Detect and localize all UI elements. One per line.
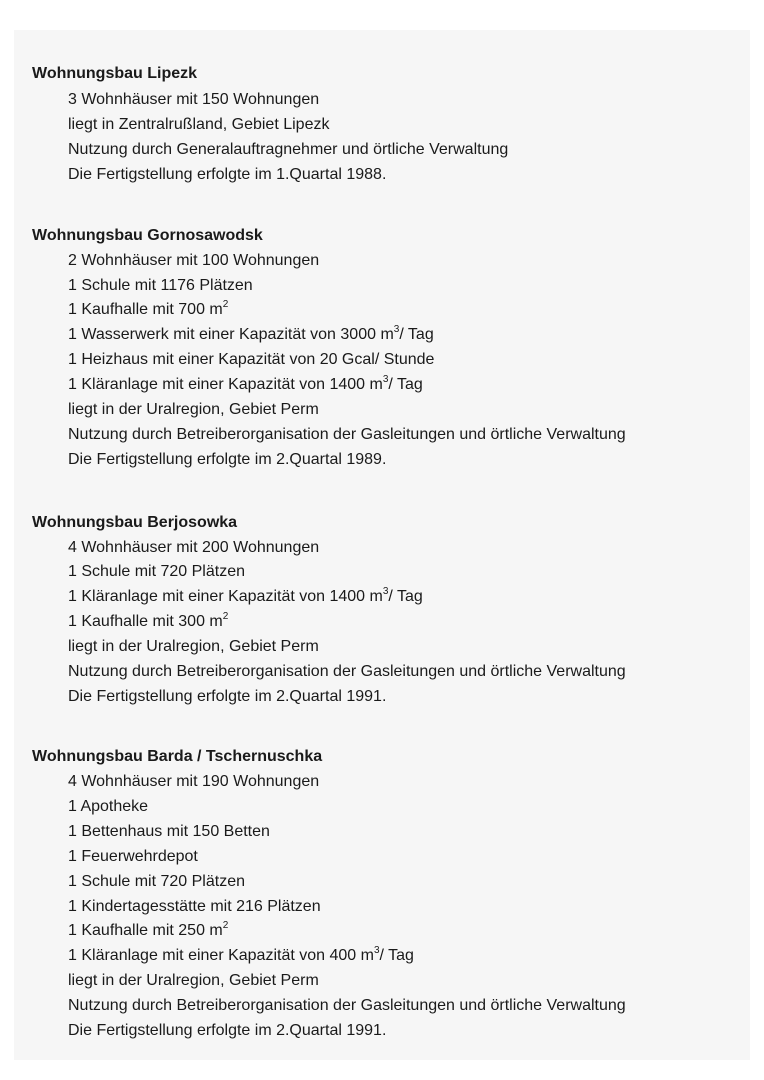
section-line: Die Fertigstellung erfolgte im 2.Quartal 1991. bbox=[68, 1022, 387, 1039]
section-line: 1 Kaufhalle mit 250 $m^2$ bbox=[68, 920, 229, 939]
section-line: liegt in der Uralregion, Gebiet Perm bbox=[68, 972, 319, 989]
section-line: Nutzung durch Generalauftragnehmer und örtliche Verwaltung bbox=[68, 141, 509, 158]
section-line: 1 Heizhaus mit einer Kapazität von 20 Gcal/ Stunde bbox=[68, 351, 435, 368]
section-line: 4 Wohnhäuser mit 190 Wohnungen bbox=[68, 773, 320, 790]
section-line: 2 Wohnhäuser mit 100 Wohnungen bbox=[68, 252, 320, 269]
section-line: Die Fertigstellung erfolgte im 1.Quartal 1988. bbox=[68, 166, 387, 183]
document-page bbox=[14, 30, 750, 1060]
section-line: 1 Feuerwehrdepot bbox=[68, 848, 198, 865]
section-line: Die Fertigstellung erfolgte im 2.Quartal 1991. bbox=[68, 688, 387, 705]
section-line: 1 Kaufhalle mit 300 $m^2$ bbox=[68, 611, 229, 630]
section-title: Wohnungsbau Barda / Tschernuschka bbox=[32, 748, 323, 765]
section-line: 4 Wohnhäuser mit 200 Wohnungen bbox=[68, 539, 320, 556]
section-title: Wohnungsbau Lipezk bbox=[32, 65, 198, 82]
section-line: Die Fertigstellung erfolgte im 2.Quartal 1989. bbox=[68, 451, 387, 468]
section-line: Nutzung durch Betreiberorganisation der Gasleitungen und örtliche Verwaltung bbox=[68, 426, 626, 443]
section-line: 1 Schule mit 720 Plätzen bbox=[68, 873, 245, 890]
section-line: 1 Wasserwerk mit einer Kapazität von 3000 $m^3/$ Tag bbox=[68, 324, 434, 343]
section-line: 1 Schule mit 720 Plätzen bbox=[68, 563, 245, 580]
section-line: Nutzung durch Betreiberorganisation der Gasleitungen und örtliche Verwaltung bbox=[68, 997, 626, 1014]
section-line: 1 Kläranlage mit einer Kapazität von 1400 $m^3/$ Tag bbox=[68, 374, 423, 393]
section-line: 1 Kläranlage mit einer Kapazität von 1400 $m^3/$ Tag bbox=[68, 586, 423, 605]
section-line: liegt in Zentralrußland, Gebiet Lipezk bbox=[68, 116, 330, 133]
section-line: 1 Kaufhalle mit 700 $m^2$ bbox=[68, 299, 229, 318]
section-line: 1 Kindertagesstätte mit 216 Plätzen bbox=[68, 898, 321, 915]
section-title: Wohnungsbau Berjosowka bbox=[32, 514, 238, 531]
section-line: 1 Kläranlage mit einer Kapazität von 400 $m^3/$ Tag bbox=[68, 945, 414, 964]
section-line: Nutzung durch Betreiberorganisation der Gasleitungen und örtliche Verwaltung bbox=[68, 663, 626, 680]
section-line: 3 Wohnhäuser mit 150 Wohnungen bbox=[68, 91, 320, 108]
section-line: 1 Apotheke bbox=[68, 798, 149, 815]
section-line: 1 Schule mit 1176 Plätzen bbox=[68, 277, 253, 294]
section-line: liegt in der Uralregion, Gebiet Perm bbox=[68, 638, 319, 655]
section-line: liegt in der Uralregion, Gebiet Perm bbox=[68, 401, 319, 418]
section-line: 1 Bettenhaus mit 150 Betten bbox=[68, 823, 270, 840]
section-title: Wohnungsbau Gornosawodsk bbox=[32, 227, 263, 244]
